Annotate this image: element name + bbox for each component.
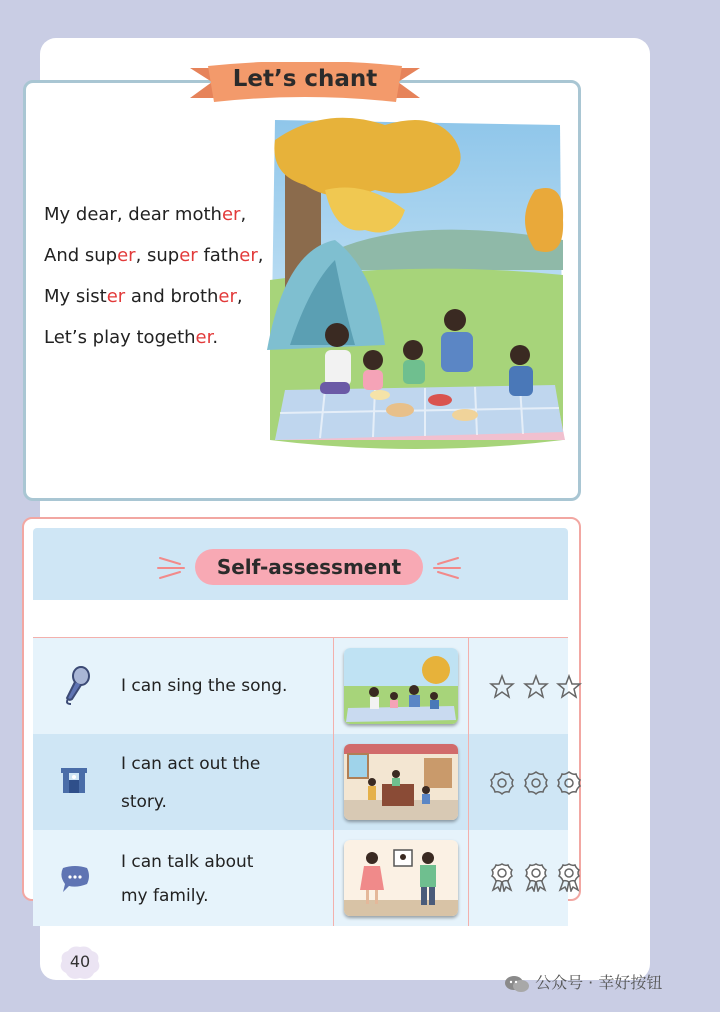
highlighted-sound: er: [195, 327, 213, 348]
flower-badge-icon[interactable]: [556, 770, 582, 796]
living-room-thumbnail: [344, 744, 458, 820]
chant-text: ,: [257, 245, 264, 266]
star-outline-icon[interactable]: [556, 674, 582, 700]
chant-text: fath: [197, 245, 240, 266]
assessment-text: I can talk about: [121, 852, 254, 872]
chant-text: .: [212, 327, 219, 348]
sparkle-icon: [428, 552, 462, 582]
stage-icon: [59, 766, 89, 796]
rosette-icon[interactable]: [489, 862, 515, 892]
rosette-icon[interactable]: [556, 862, 582, 892]
chant-line: [44, 235, 264, 276]
self-assessment-title: Self-assessment: [216, 555, 402, 579]
star-outline-icon[interactable]: [523, 674, 549, 700]
page-number: 40: [69, 952, 91, 971]
chant-title: Let’s chant: [232, 66, 378, 92]
chant-text: My sist: [44, 286, 107, 307]
flower-badge-icon[interactable]: [523, 770, 549, 796]
chant-text: My dear, dear moth: [44, 204, 222, 225]
highlighted-sound: er: [106, 286, 126, 307]
microphone-icon: [61, 666, 93, 706]
assessment-row-sing: [33, 638, 568, 734]
star-outline-icon[interactable]: [489, 674, 515, 700]
highlighted-sound: er: [218, 286, 237, 307]
assessment-text: my family.: [121, 886, 209, 906]
chant-line: [44, 317, 264, 358]
assessment-row-act: [33, 734, 568, 830]
chant-text: Let’s play togeth: [44, 327, 196, 348]
assessment-text: I can sing the song.: [121, 676, 288, 696]
assessment-row-talk: [33, 830, 568, 926]
chant-text: ,: [240, 204, 247, 225]
chant-banner: [190, 62, 420, 106]
flower-badge-icon[interactable]: [489, 770, 515, 796]
assessment-text: story.: [121, 792, 167, 812]
chant-lyrics: [44, 194, 264, 358]
highlighted-sound: er: [179, 245, 198, 266]
chant-text: and broth: [125, 286, 219, 307]
sparkle-icon: [156, 552, 190, 582]
highlighted-sound: er: [239, 245, 258, 266]
speech-bubble-icon: [59, 864, 91, 894]
chant-line: [44, 276, 264, 317]
watermark-text: 公众号 · 幸好按钮: [535, 973, 663, 992]
assessment-text: I can act out the: [121, 754, 261, 774]
chant-text: , sup: [135, 245, 180, 266]
chant-line: [44, 194, 264, 235]
highlighted-sound: er: [117, 245, 136, 266]
family-picnic-illustration: [265, 110, 565, 458]
wechat-icon: [504, 974, 530, 994]
chant-text: ,: [236, 286, 243, 307]
chant-text: And sup: [44, 245, 118, 266]
rosette-icon[interactable]: [523, 862, 549, 892]
watermark: [504, 970, 662, 996]
highlighted-sound: er: [221, 204, 241, 225]
picnic-thumbnail: [344, 648, 458, 724]
family-photo-thumbnail: [344, 840, 458, 916]
